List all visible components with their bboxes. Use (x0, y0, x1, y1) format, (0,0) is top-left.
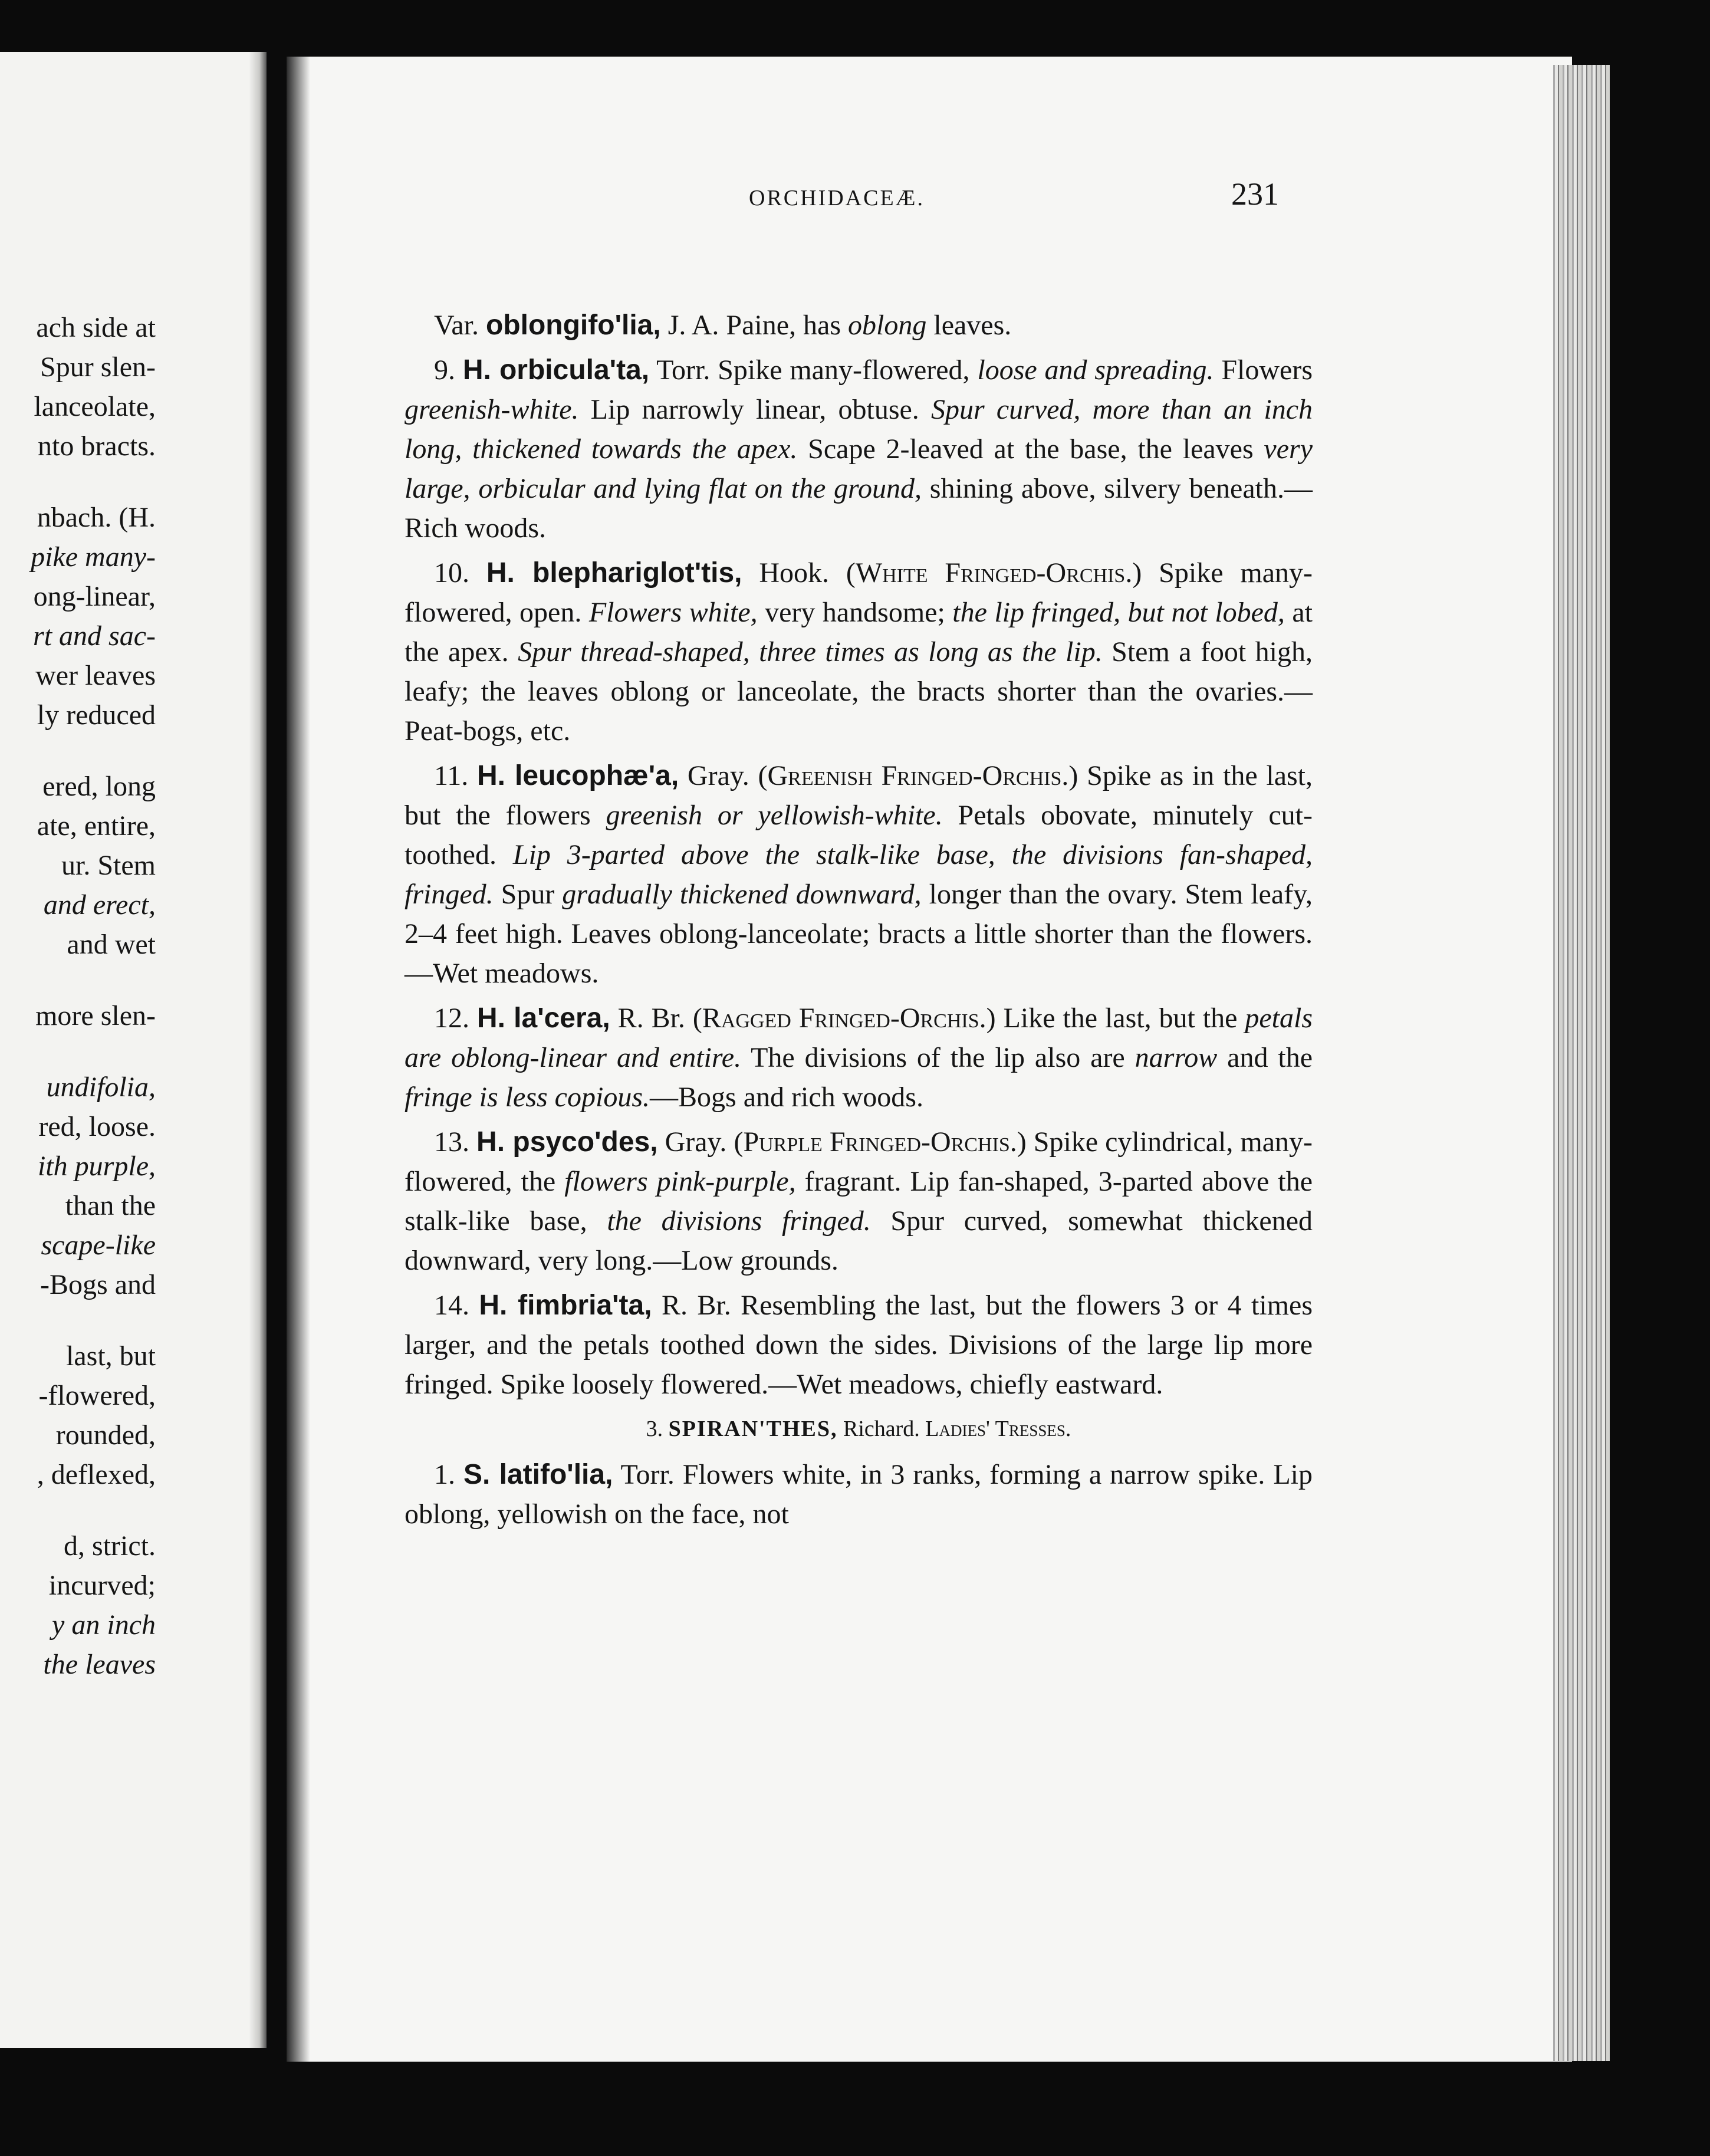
species-name: H. fimbria'ta, (479, 1290, 652, 1321)
species-name: H. blephariglot'tis, (486, 557, 742, 589)
common-name: White Fringed-Orchis. (855, 557, 1133, 589)
left-line: rt and sac- (33, 620, 156, 652)
common-name: Purple Fringed-Orchis. (743, 1126, 1017, 1158)
common-name: Greenish Fringed-Orchis. (767, 760, 1069, 791)
left-line: and wet (67, 929, 156, 960)
left-page (0, 52, 267, 2048)
left-line: ong-linear, (33, 581, 156, 612)
left-line: ered, long (42, 771, 156, 802)
left-line: red, loose. (38, 1111, 156, 1142)
left-line: , deflexed, (37, 1459, 156, 1490)
left-line: nbach. (H. (37, 502, 156, 533)
page-body (405, 305, 1313, 1539)
species-name: H. psyco'des, (476, 1126, 658, 1158)
left-line: -flowered, (38, 1380, 156, 1411)
left-line: Spur slen- (40, 351, 156, 383)
left-line: d, strict. (64, 1530, 156, 1562)
left-line: ly reduced (37, 699, 156, 731)
binding-shadow (287, 57, 310, 2062)
entry-10: 10. H. blephariglot'tis, Hook. (White Fringed-Orchis.) Spike many-flowered, open. Flowers white, very handsome; the lip fringed, but not lobed, at the apex. Spur thread-shaped, three times as long as the lip. Stem a foot high, leafy; the leaves oblong or lanceolate, the bracts shorter than the ovaries.—Peat-bogs, etc. (405, 557, 1313, 747)
page-number: 231 (1231, 176, 1279, 212)
entry-var: Var. oblongifo'lia, J. A. Paine, has oblong leaves. (434, 310, 1012, 341)
species-name: oblongifo'lia, (485, 310, 661, 341)
species-name: H. la'cera, (476, 1003, 610, 1034)
left-line: scape-like (41, 1230, 156, 1261)
species-name: S. latifo'lia, (463, 1459, 613, 1490)
entry-12: 12. H. la'cera, R. Br. (Ragged Fringed-Orchis.) Like the last, but the petals are oblong-linear and entire. The divisions of the lip also are narrow and the fringe is less copious.—Bogs and rich woods. (405, 1003, 1313, 1113)
left-line: than the (65, 1190, 156, 1221)
left-line: ach side at (36, 312, 156, 343)
left-line: y an inch (52, 1609, 156, 1641)
species-name: H. leucophæ'a, (476, 760, 679, 791)
genus-name: SPIRAN'THES, (668, 1416, 838, 1441)
entry-s1: 1. S. latifo'lia, Torr. Flowers white, in 3 ranks, forming a narrow spike. Lip oblong, yellowish on the face, not (405, 1459, 1313, 1530)
common-name: Ladies' Tresses. (925, 1416, 1071, 1441)
entry-9: 9. H. orbicula'ta, Torr. Spike many-flowered, loose and spreading. Flowers greenish-white. Lip narrowly linear, obtuse. Spur curved, more than an inch long, thickened towards the apex. Scape 2-leaved at the base, the leaves very large, orbicular and lying flat on the ground, shining above, silvery beneath.—Rich woods. (405, 354, 1313, 544)
left-line: -Bogs and (40, 1269, 156, 1300)
common-name: Ragged Fringed-Orchis. (702, 1003, 986, 1034)
left-line: ate, entire, (37, 810, 156, 842)
left-line: incurved; (48, 1570, 156, 1601)
species-name: H. orbicula'ta, (462, 354, 650, 386)
left-line: ith purple, (38, 1151, 156, 1182)
left-line: ur. Stem (61, 850, 156, 881)
left-line: and erect, (43, 889, 156, 921)
left-line: last, but (66, 1340, 156, 1372)
left-line: more slen- (35, 1000, 156, 1031)
left-line: rounded, (55, 1419, 156, 1451)
page-gutter (249, 52, 267, 2048)
entry-11: 11. H. leucophæ'a, Gray. (Greenish Fringed-Orchis.) Spike as in the last, but the flowers greenish or yellowish-white. Petals obovate, minutely cut-toothed. Lip 3-parted above the stalk-like base, the divisions fan-shaped, fringed. Spur gradually thickened downward, longer than the ovary. Stem leafy, 2–4 feet high. Leaves oblong-lanceolate; bracts a little shorter than the flowers.—Wet meadows. (405, 760, 1313, 989)
left-line: undifolia, (46, 1072, 156, 1103)
left-line: wer leaves (35, 660, 156, 691)
left-line: nto bracts. (38, 430, 156, 462)
entry-14: 14. H. fimbria'ta, R. Br. Resembling the last, but the flowers 3 or 4 times larger, and the petals toothed down the sides. Divisions of the large lip more fringed. Spike loosely flowered.—Wet meadows, chiefly eastward. (405, 1290, 1313, 1400)
page-edges (1553, 65, 1610, 2061)
left-line: pike many- (31, 541, 156, 573)
left-line: lanceolate, (34, 391, 156, 422)
entry-13: 13. H. psyco'des, Gray. (Purple Fringed-Orchis.) Spike cylindrical, many-flowered, the flowers pink-purple, fragrant. Lip fan-shaped, 3-parted above the stalk-like base, the divisions fringed. Spur curved, somewhat thickened downward, very long.—Low grounds. (405, 1126, 1313, 1276)
left-line: the leaves (43, 1649, 156, 1680)
running-head: ORCHIDACEÆ. (749, 186, 925, 211)
page-header (463, 176, 1289, 223)
genus-heading: 3. SPIRAN'THES, Richard. Ladies' Tresses. (646, 1416, 1071, 1441)
